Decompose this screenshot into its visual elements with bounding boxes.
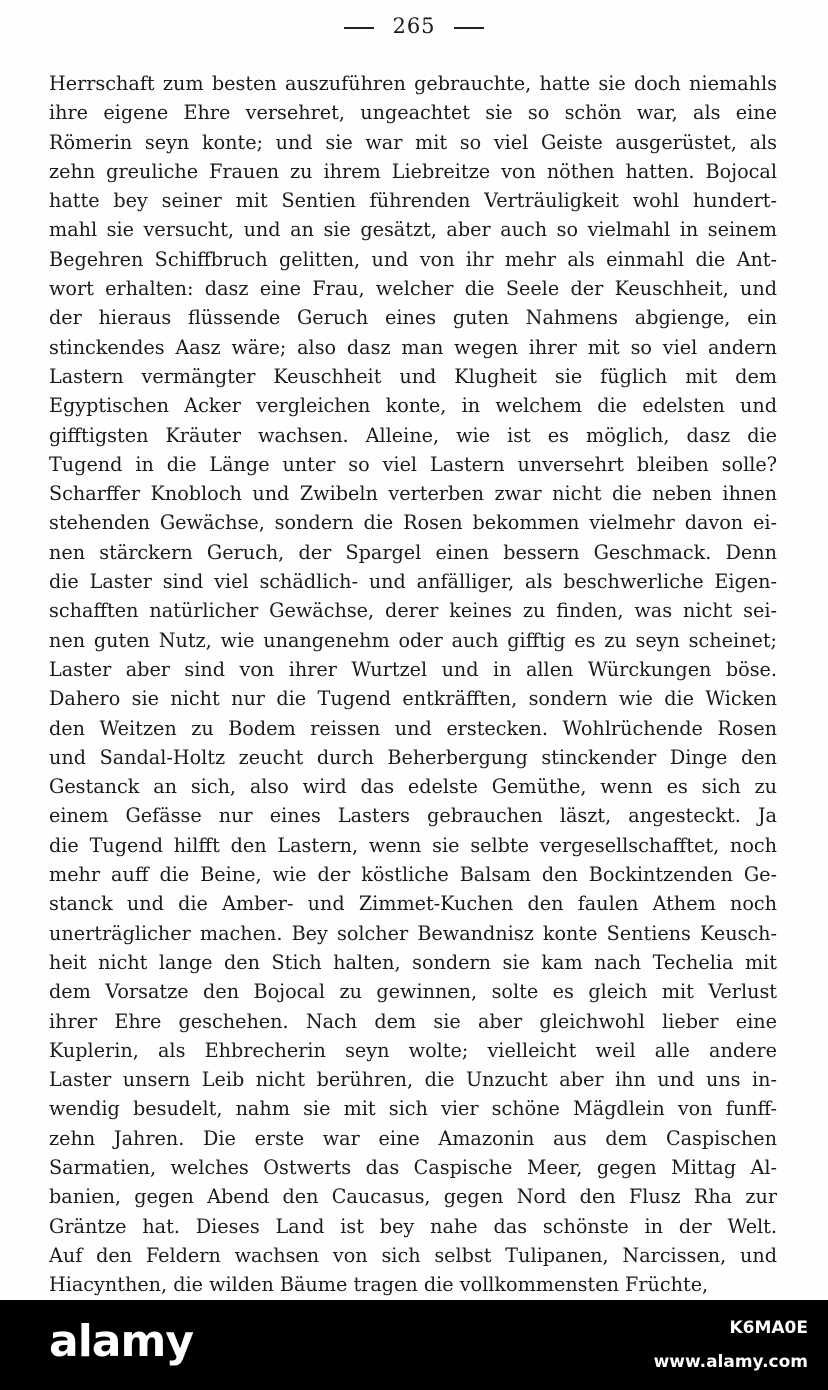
text-line: wort erhalten: dasz eine Frau, welcher die Seele der Keuschheit, und <box>49 277 777 301</box>
text-line: Gräntze hat. Dieses Land ist bey nahe das schönste in der Welt. <box>49 1214 777 1238</box>
text-line: Lastern vermängter Keuschheit und Klugheit sie füglich mit dem <box>49 364 777 388</box>
text-line: Herrschaft zum besten auszuführen gebrauchte, hatte sie doch niemahls <box>49 72 777 95</box>
site-url: www.alamy.com <box>653 1352 808 1372</box>
text-line: Sarmatien, welches Ostwerts das Caspische Meer, gegen Mittag Al- <box>49 1155 777 1179</box>
text-line: ihre eigene Ehre versehret, ungeachtet sie so schön war, als eine <box>49 101 777 125</box>
text-line: nen stärckern Geruch, der Spargel einen bessern Geschmack. Denn <box>49 540 777 564</box>
page-header <box>0 14 828 38</box>
text-line: Laster unsern Leib nicht berühren, die Unzucht aber ihn und uns in- <box>49 1068 777 1092</box>
text-line: nen guten Nutz, wie unangenehm oder auch gifftig es zu seyn scheinet; <box>49 628 777 652</box>
page-number: 265 <box>392 14 436 38</box>
text-line: Dahero sie nicht nur die Tugend entkräfften, sondern wie die Wicken <box>49 687 777 711</box>
text-line: die Laster sind viel schädlich- und anfälliger, als beschwerliche Eigen- <box>49 570 777 594</box>
text-line: Tugend in die Länge unter so viel Lastern unversehrt bleiben solle? <box>49 452 777 476</box>
text-line: Kuplerin, als Ehbrecherin seyn wolte; vielleicht weil alle andere <box>49 1038 777 1062</box>
text-line: zehn greuliche Frauen zu ihrem Liebreitze von nöthen hatten. Bojocal <box>49 159 777 183</box>
text-line: banien, gegen Abend den Caucasus, gegen Nord den Flusz Rha zur <box>49 1185 777 1209</box>
text-line: einem Gefässe nur eines Lasters gebrauchen läszt, angesteckt. Ja <box>49 804 777 828</box>
text-line: mehr auff die Beine, wie der köstliche Balsam den Bockintzenden Ge- <box>49 863 777 887</box>
text-line: Laster aber sind von ihrer Wurtzel und in allen Würckungen böse. <box>49 657 777 681</box>
body-text <box>49 69 777 1299</box>
image-id: K6MA0E <box>729 1318 808 1338</box>
text-line: Begehren Schiffbruch gelitten, und von ihr mehr als einmahl die Ant- <box>49 247 777 271</box>
watermark-bar <box>0 1300 828 1390</box>
header-dash-left <box>344 27 374 29</box>
text-line: Scharffer Knobloch und Zwibeln verterben zwar nicht die neben ihnen <box>49 482 777 506</box>
text-line: schafften natürlicher Gewächse, derer keines zu finden, was nicht sei- <box>49 599 777 623</box>
text-line: ihrer Ehre geschehen. Nach dem sie aber gleichwohl lieber eine <box>49 1009 777 1033</box>
text-line: die Tugend hilfft den Lastern, wenn sie selbte vergesellschafftet, noch <box>49 833 777 857</box>
text-line: Egyptischen Acker vergleichen konte, in welchem die edelsten und <box>49 394 777 418</box>
text-line: den Weitzen zu Bodem reissen und erstecken. Wohlrüchende Rosen <box>49 716 777 740</box>
text-line: mahl sie versucht, und an sie gesätzt, aber auch so vielmahl in seinem <box>49 218 777 242</box>
text-line: Auf den Feldern wachsen von sich selbst Tulipanen, Narcissen, und <box>49 1243 777 1267</box>
text-line: und Sandal-Holtz zeucht durch Beherbergung stinckender Dinge den <box>49 745 777 769</box>
text-line: wendig besudelt, nahm sie mit sich vier schöne Mägdlein von funff- <box>49 1097 777 1121</box>
text-line: Gestanck an sich, also wird das edelste Gemüthe, wenn es sich zu <box>49 775 777 799</box>
text-line: Hiacynthen, die wilden Bäume tragen die vollkommensten Früchte, <box>49 1273 709 1297</box>
text-line: stanck und die Amber- und Zimmet-Kuchen den faulen Athem noch <box>49 892 777 916</box>
header-dash-right <box>454 27 484 29</box>
text-line: gifftigsten Kräuter wachsen. Alleine, wie ist es möglich, dasz die <box>49 423 777 447</box>
text-line: der hieraus flüssende Geruch eines guten Nahmens abgienge, ein <box>49 306 777 330</box>
text-line: heit nicht lange den Stich halten, sondern sie kam nach Techelia mit <box>49 950 777 974</box>
text-line: stinckendes Aasz wäre; also dasz man wegen ihrer mit so viel andern <box>49 335 777 359</box>
text-line: hatte bey seiner mit Sentien führenden Verträuligkeit wohl hundert- <box>49 189 777 213</box>
text-line: Römerin seyn konte; und sie war mit so viel Geiste ausgerüstet, als <box>49 130 777 154</box>
text-line: zehn Jahren. Die erste war eine Amazonin aus dem Caspischen <box>49 1126 777 1150</box>
text-line: unerträglicher machen. Bey solcher Bewandnisz konte Sentiens Keusch- <box>49 921 777 945</box>
alamy-logo: alamy <box>49 1316 193 1367</box>
text-line: dem Vorsatze den Bojocal zu gewinnen, solte es gleich mit Verlust <box>49 980 777 1004</box>
text-line: stehenden Gewächse, sondern die Rosen bekommen vielmehr davon ei- <box>49 511 777 535</box>
